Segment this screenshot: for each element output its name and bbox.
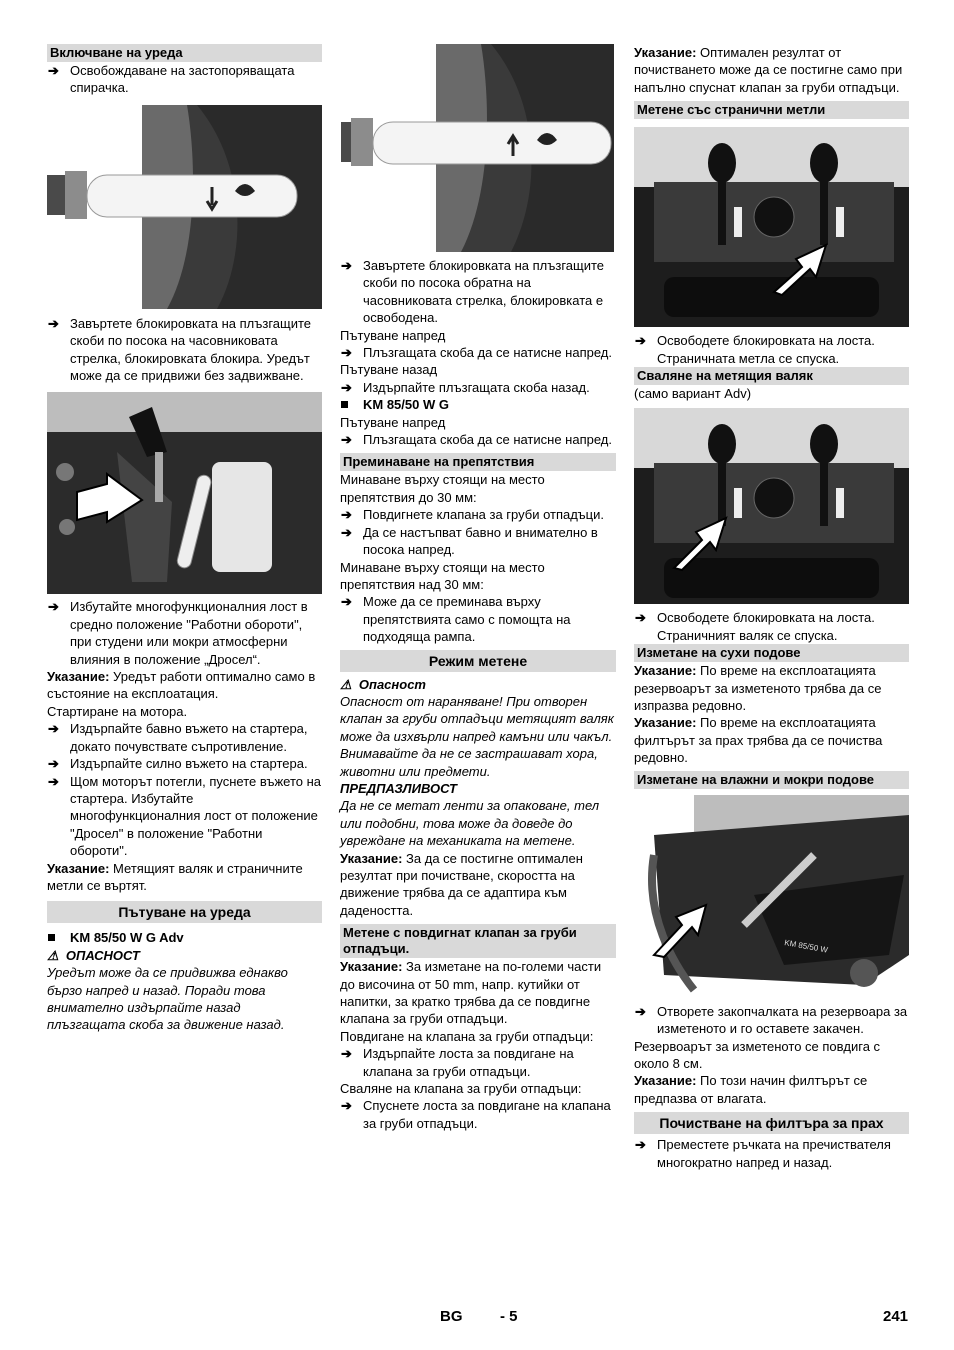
danger-text: Опасност от нараняване! При отворен клапан за груби отпадъци метящият валяк може да изхвърли напред камъни или чакъл. Внимавайте да не се застрашават хора, животни или предмети. [340, 693, 614, 779]
footer-section: - 5 [500, 1308, 518, 1325]
photo-roller-lever [634, 408, 909, 604]
heading-wet-floors: Изметане на влажни и мокри подове [634, 771, 909, 789]
step: ➔ Освободете блокировката на лоста. Страничната метла се спуска. [634, 332, 909, 367]
paragraph: Пътуване напред [340, 414, 446, 430]
step: ➔ Преместете ръчката на пречиствателя многократно напред и назад. [634, 1136, 909, 1171]
step: ➔ Плъзгащата скоба да се натисне напред. [340, 431, 616, 448]
caution-text: Да не се метат ленти за опаковане, тел или подобни, това може да доведе до увреждане на механиката на метене. [340, 798, 600, 849]
step: ➔ Завъртете блокировката на плъзгащите скоби по посока обратна на часовниковата стрелка, блокировката е освободена. [340, 257, 616, 327]
photo-side-brush-lever [634, 127, 909, 327]
paragraph: Пътуване напред [340, 327, 446, 343]
heading-clean-dust-filter: Почистване на филтъра за прах [634, 1112, 909, 1134]
column-1 [47, 44, 322, 1034]
step: ➔ Може да се преминава върху препятствията само с помощта на подходяща рампа. [340, 593, 616, 645]
heading-roller: Сваляне на метящия валяк [634, 367, 909, 385]
photo-push-handle-unlock [341, 44, 614, 252]
note: Указание: За да се постигне оптимален резултат при почистване, скоростта на движение трябва да се адаптира към дадеността. [340, 850, 583, 918]
machine-model-label: KM 85/50 W [783, 937, 829, 955]
model-bullet: KM 85/50 W G Adv [47, 929, 322, 946]
heading-switch-on: Включване на уреда [47, 44, 322, 62]
heading-sweep-flap: Метене с повдигнат клапан за груби отпадъци. [340, 924, 616, 958]
step: ➔ Да се настъпват бавно и внимателно в посока напред. [340, 524, 616, 559]
column-3 [634, 44, 909, 1171]
step: ➔ Издърпайте плъзгащата скоба назад. [340, 379, 616, 396]
heading-sweep-mode: Режим метене [340, 650, 616, 672]
step: ➔ Плъзгащата скоба да се натисне напред. [340, 344, 616, 361]
step: ➔ Щом моторът потегли, пуснете въжето на стартера. Избутайте многофункционалния лост от положение "Дросел" в положение "Работни обороти". [47, 773, 322, 860]
step: ➔ Освободете блокировката на лоста. Страничният валяк се спуска. [634, 609, 909, 644]
paragraph: Резервоарът за изметеното се повдига с около 8 см. [634, 1038, 881, 1071]
danger-heading: ⚠ ОПАСНОСТ [47, 947, 140, 963]
paragraph: Минаване върху стоящи на место препятствия до 30 мм: [340, 472, 545, 505]
step: ➔ Издърпайте бавно въжето на стартера, докато почувствате съпротивление. [47, 720, 322, 755]
note: Указание: По време на експлоатацията филтърът за прах трябва да се почиства редовно. [634, 715, 883, 766]
paragraph: Пътуване назад [340, 362, 438, 378]
footer-language: BG [440, 1308, 463, 1325]
danger-text: Уредът може да се придвижва еднакво бързо напред и назад. Поради това внимателно издърпайте назад плъзгащата скоба за движение назад. [47, 965, 288, 1033]
heading-dry-floors: Изметане на сухи подове [634, 644, 909, 662]
photo-multifunction-lever [47, 392, 322, 594]
paragraph: Минаване върху стоящи на место препятствия над 30 мм: [340, 559, 545, 592]
paragraph: Повдигане на клапана за груби отпадъци: [340, 1028, 594, 1044]
model-bullet: KM 85/50 W G [340, 396, 616, 413]
note: Указание: По този начин филтърът се предпазва от влагата. [634, 1073, 868, 1106]
warning-icon: ⚠ [47, 947, 59, 963]
step: ➔ Освобождаване на застопоряващата спирачка. [47, 62, 322, 97]
column-2 [340, 44, 616, 1132]
step: ➔ Издърпайте лоста за повдигане на клапана за груби отпадъци. [340, 1045, 616, 1080]
note: Указание: Метящият валяк и страничните метли се въртят. [47, 860, 303, 893]
danger-heading: ⚠ Опасност [340, 676, 426, 692]
photo-waste-container-latch [634, 795, 909, 995]
step: ➔ Завъртете блокировката на плъзгащите скоби по посока на часовниковата стрелка, блокировката блокира. Уредът може да се придвижи без задвижване. [47, 315, 322, 385]
paragraph: Сваляне на клапана за груби отпадъци: [340, 1081, 582, 1097]
heading-drive: Пътуване на уреда [47, 901, 322, 923]
caution-heading: ПРЕДПАЗЛИВОСТ [340, 780, 457, 796]
step: ➔ Отворете закопчалката на резервоара за изметеното и го оставете закачен. [634, 1003, 909, 1038]
heading-side-brushes: Метене със странични метли [634, 101, 909, 119]
photo-push-handle-lock [47, 105, 322, 309]
step: ➔ Избутайте многофункционалния лост в средно положение "Работни обороти", при студени или мокри атмосферни влияния в положение „Дросел“. [47, 598, 322, 668]
paragraph: Стартиране на мотора. [47, 703, 188, 719]
note: Указание: Оптимален резултат от почистването може да се постигне само при напълно спуснат клапан за груби отпадъци. [634, 45, 903, 95]
note: Указание: За изметане на по-големи части до височина от 50 mm, напр. кутийки от напитки, за кратко трябва да се повдигне клапана за груби отпадъци. [340, 959, 602, 1027]
page-number: 241 [883, 1308, 909, 1325]
heading-obstacles: Преминаване на препятствия [340, 453, 616, 471]
note: Указание: По време на експлоатацията резервоарът за изметеното трябва да се изпразва редовно. [634, 663, 882, 714]
step: ➔ Повдигнете клапана за груби отпадъци. [340, 506, 616, 523]
step: ➔ Спуснете лоста за повдигане на клапана за груби отпадъци. [340, 1097, 616, 1132]
note: Указание: Уредът работи оптимално само в състояние на експлоатация. [47, 669, 316, 702]
step: ➔ Издърпайте силно въжето на стартера. [47, 755, 322, 772]
paragraph: (само вариант Adv) [634, 386, 752, 402]
warning-icon: ⚠ [340, 676, 352, 692]
